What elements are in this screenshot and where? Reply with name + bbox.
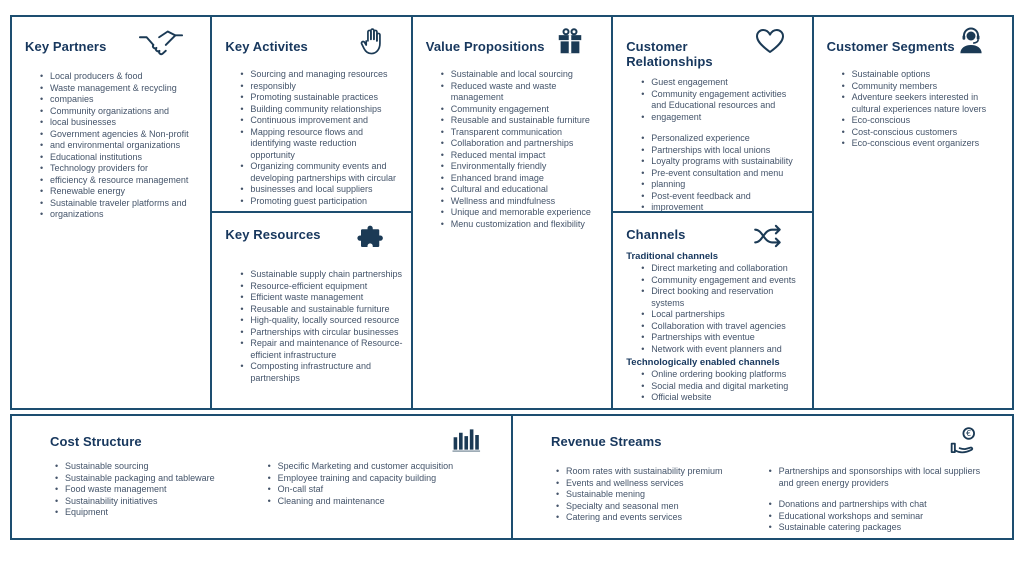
list-item bbox=[640, 123, 803, 133]
bullet-list bbox=[239, 69, 402, 207]
list-item: • Collaboration and partnerships bbox=[440, 138, 603, 150]
section-revenue-streams bbox=[513, 416, 1012, 538]
bullet-list bbox=[841, 69, 1004, 150]
list-item: • Resource-efficient equipment bbox=[239, 281, 402, 293]
list-item: • Events and wellness services bbox=[555, 478, 750, 490]
bullet-list bbox=[555, 466, 750, 534]
section-title: Channels bbox=[626, 227, 686, 242]
section-header bbox=[626, 27, 803, 69]
list-item: • Mapping resource flows and identifying waste reduction opportunity bbox=[239, 127, 402, 162]
list-item: • Continuous improvement and bbox=[239, 115, 402, 127]
section-title: Key Resources bbox=[225, 227, 321, 242]
section-customer-segments bbox=[814, 17, 1012, 408]
section-header bbox=[225, 223, 402, 253]
bullet-list bbox=[768, 466, 986, 534]
list-item: • companies bbox=[39, 94, 202, 106]
section-header bbox=[426, 27, 603, 57]
list-item: • Donations and partnerships with chat bbox=[768, 499, 986, 511]
list-item: • Waste management & recycling bbox=[39, 83, 202, 95]
list-item: • Composting infrastructure and partnerships bbox=[239, 361, 402, 384]
list-item: • Community engagement and events bbox=[640, 275, 803, 287]
section-customer-relationships bbox=[613, 17, 811, 211]
list-item: • Network with event planners and bbox=[640, 344, 803, 356]
list-item: • Local partnerships bbox=[640, 309, 803, 321]
section-header bbox=[225, 27, 402, 57]
svg-text:€: € bbox=[966, 429, 972, 439]
list-item: • Specialty and seasonal men bbox=[555, 501, 750, 513]
section-title: Key Partners bbox=[25, 39, 107, 54]
euro-hand-icon bbox=[948, 426, 982, 458]
list-item: • Menu customization and flexibility bbox=[440, 219, 603, 231]
list-item: • Partnerships with local unions bbox=[640, 145, 803, 157]
list-item: • and environmental organizations bbox=[39, 140, 202, 152]
revenue-streams-columns bbox=[551, 462, 986, 534]
canvas-bottom-grid bbox=[10, 414, 1014, 540]
list-item: • Transparent communication bbox=[440, 127, 603, 139]
section-channels bbox=[613, 213, 811, 408]
list-item: • Government agencies & Non-profit bbox=[39, 129, 202, 141]
list-item: • Reduced mental impact bbox=[440, 150, 603, 162]
list-item: • Sustainability initiatives bbox=[54, 496, 249, 508]
list-item: • Sourcing and managing resources bbox=[239, 69, 402, 81]
list-item: • Sustainable and local sourcing bbox=[440, 69, 603, 81]
section-title: Value Propositions bbox=[425, 39, 545, 54]
list-item: • Personalized experience bbox=[640, 133, 803, 145]
list-item: • Educational institutions bbox=[39, 152, 202, 164]
bar-chart-icon bbox=[451, 426, 481, 453]
bullet-list bbox=[440, 69, 603, 230]
list-item: • Guest engagement bbox=[640, 77, 803, 89]
list-item: • Sustainable traveler platforms and bbox=[39, 198, 202, 210]
section-key-resources bbox=[212, 213, 410, 408]
list-item: • Reusable and sustainable furniture bbox=[440, 115, 603, 127]
list-item: • Promoting sustainable practices bbox=[239, 92, 402, 104]
section-header bbox=[827, 27, 1004, 57]
section-header bbox=[25, 27, 202, 59]
list-item: • Food waste management bbox=[54, 484, 249, 496]
puzzle-icon bbox=[355, 223, 385, 253]
list-item: • Enhanced brand image bbox=[440, 173, 603, 185]
list-item: • Efficient waste management bbox=[239, 292, 402, 304]
list-item: • planning bbox=[640, 179, 803, 191]
list-item: • Catering and events services bbox=[555, 512, 750, 524]
group-heading: Traditional channels bbox=[626, 251, 719, 262]
list-item: • Renewable energy bbox=[39, 186, 202, 198]
canvas-top-grid bbox=[10, 15, 1014, 410]
list-item: • Sustainable options bbox=[841, 69, 1004, 81]
bullet-list bbox=[267, 461, 485, 519]
list-item: • Promoting guest participation bbox=[239, 196, 402, 208]
list-item: • businesses and local suppliers bbox=[239, 184, 402, 196]
list-item: • Repair and maintenance of Resource-efficient infrastructure bbox=[239, 338, 402, 361]
list-item: • Direct marketing and collaboration bbox=[640, 263, 803, 275]
bullet-list bbox=[39, 71, 202, 221]
list-item: • local businesses bbox=[39, 117, 202, 129]
list-item: • efficiency & resource management bbox=[39, 175, 202, 187]
section-key-activities bbox=[212, 17, 410, 211]
section-title: Customer Relationships bbox=[626, 39, 713, 69]
group-heading: Technologically enabled channels bbox=[626, 357, 780, 368]
list-item: • Equipment bbox=[54, 507, 249, 519]
handshake-icon bbox=[138, 27, 184, 59]
heart-icon bbox=[754, 27, 786, 55]
list-item: • On-call staf bbox=[267, 484, 485, 496]
bullet-list bbox=[640, 263, 803, 355]
list-item: • responsibly bbox=[239, 81, 402, 93]
section-header bbox=[551, 426, 986, 458]
list-item: • Official website bbox=[640, 392, 803, 404]
list-item bbox=[768, 489, 986, 499]
list-item: • Eco-conscious bbox=[841, 115, 1004, 127]
bullet-list bbox=[640, 369, 803, 404]
list-item: • Partnerships and sponsorships with local suppliers and green energy providers bbox=[768, 466, 986, 489]
list-item: • High-quality, locally sourced resource bbox=[239, 315, 402, 327]
list-item: • Eco-conscious event organizers bbox=[841, 138, 1004, 150]
section-title: Key Activites bbox=[225, 39, 308, 54]
list-item: • Sustainable supply chain partnerships bbox=[239, 269, 402, 281]
list-item: • Sustainable catering packages bbox=[768, 522, 986, 534]
list-item: • Cultural and educational bbox=[440, 184, 603, 196]
list-item: • organizations bbox=[39, 209, 202, 221]
list-item: • Social media and digital marketing bbox=[640, 381, 803, 393]
list-item: • Educational workshops and seminar bbox=[768, 511, 986, 523]
bullet-list bbox=[239, 269, 402, 384]
list-item: • Community engagement activities and Educational resources and bbox=[640, 89, 803, 112]
list-item: • Cost-conscious customers bbox=[841, 127, 1004, 139]
list-item: • Partnerships with eventue bbox=[640, 332, 803, 344]
list-item: • Cleaning and maintenance bbox=[267, 496, 485, 508]
hand-icon bbox=[359, 27, 385, 57]
list-item: • Collaboration with travel agencies bbox=[640, 321, 803, 333]
list-item: • Unique and memorable experience bbox=[440, 207, 603, 219]
bullet-list bbox=[640, 77, 803, 211]
list-item: • Post-event feedback and bbox=[640, 191, 803, 203]
cost-structure-columns bbox=[50, 457, 485, 519]
list-item: • improvement bbox=[640, 202, 803, 211]
list-item: • Online ordering booking platforms bbox=[640, 369, 803, 381]
list-item: • Reusable and sustainable furniture bbox=[239, 304, 402, 316]
list-item: • Sustainable packaging and tableware bbox=[54, 473, 249, 485]
list-item: • Building community relationships bbox=[239, 104, 402, 116]
list-item: • Organizing community events and developing partnerships with circular bbox=[239, 161, 402, 184]
list-item: • Sustainable sourcing bbox=[54, 461, 249, 473]
list-item: • Reduced waste and waste management bbox=[440, 81, 603, 104]
shuffle-icon bbox=[752, 223, 786, 249]
section-header bbox=[626, 223, 803, 249]
list-item: • Environmentally friendly bbox=[440, 161, 603, 173]
section-title: Customer Segments bbox=[826, 39, 955, 54]
list-item: • Partnerships with circular businesses bbox=[239, 327, 402, 339]
section-header bbox=[50, 426, 485, 453]
list-item: • Room rates with sustainability premium bbox=[555, 466, 750, 478]
list-item: • Local producers & food bbox=[39, 71, 202, 83]
list-item: • Specific Marketing and customer acquisition bbox=[267, 461, 485, 473]
list-item: • Employee training and capacity building bbox=[267, 473, 485, 485]
list-item: • Community organizations and bbox=[39, 106, 202, 118]
list-item: • Pre-event consultation and menu bbox=[640, 168, 803, 180]
section-value-propositions bbox=[413, 17, 611, 408]
list-item: • Loyalty programs with sustainability bbox=[640, 156, 803, 168]
list-item: • Wellness and mindfulness bbox=[440, 196, 603, 208]
list-item: • engagement bbox=[640, 112, 803, 124]
list-item: • Community engagement bbox=[440, 104, 603, 116]
section-title: Revenue Streams bbox=[551, 434, 662, 449]
support-agent-icon bbox=[956, 27, 986, 57]
list-item: • Direct booking and reservation systems bbox=[640, 286, 803, 309]
list-item: • Technology providers for bbox=[39, 163, 202, 175]
channels-group-technological bbox=[626, 357, 803, 404]
gift-icon bbox=[555, 27, 585, 57]
list-item: • Community members bbox=[841, 81, 1004, 93]
bullet-list bbox=[54, 461, 249, 519]
section-cost-structure bbox=[12, 416, 511, 538]
channels-group-traditional bbox=[626, 251, 803, 355]
list-item: • Adventure seekers interested in cultural experiences nature lovers bbox=[841, 92, 1004, 115]
section-key-partners bbox=[12, 17, 210, 408]
section-title: Cost Structure bbox=[50, 434, 142, 449]
list-item: • Sustainable mening bbox=[555, 489, 750, 501]
